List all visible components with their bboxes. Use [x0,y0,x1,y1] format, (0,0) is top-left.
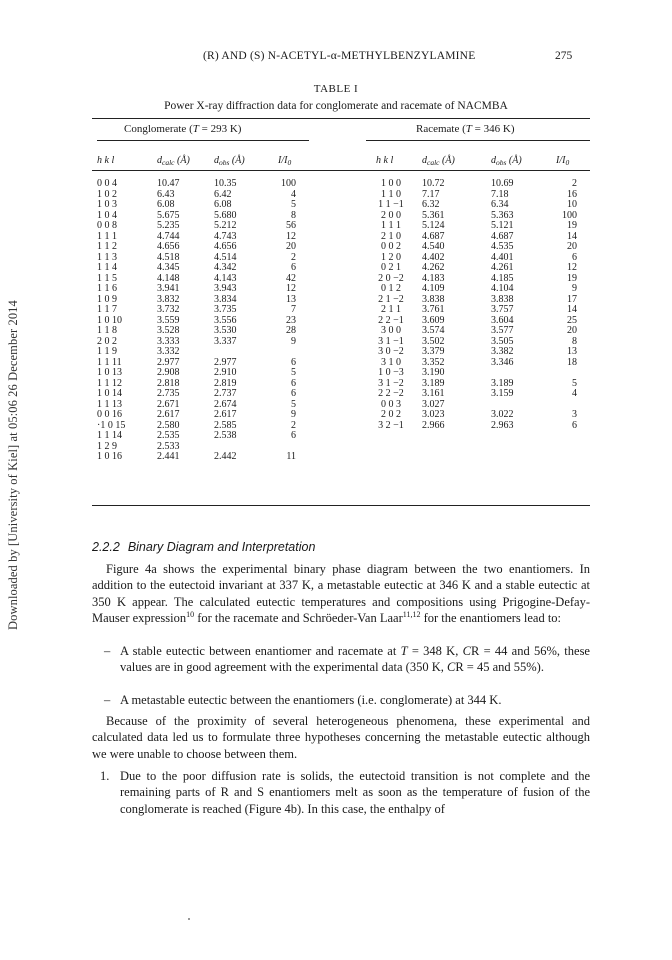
racemate-dobs-cell: 3.382 [491,346,514,357]
racemate-dobs-cell: 10.69 [491,178,514,189]
table-label: TABLE I [313,83,359,95]
conglomerate-dcalc-cell: 3.332 [157,346,180,357]
conglomerate-dcalc-cell: 4.656 [157,241,180,252]
conglomerate-dcalc-cell: 2.818 [157,377,180,389]
racemate-underline [366,140,590,141]
racemate-dcalc-cell: 10.72 [422,178,445,189]
conglomerate-hkl-cell: 1 1 1 [97,230,117,242]
conglomerate-hkl-cell: 1 1 7 [97,304,117,315]
racemate-hkl-cell: 1 1 1 [381,220,401,231]
racemate-hkl-cell: 2 1 0 [381,230,401,242]
conglomerate-hkl-cell: 1 1 8 [97,325,117,336]
racemate-dcalc-cell: 3.379 [422,346,445,357]
racemate-intensity-cell: 20 [567,241,577,252]
col-dobs-right: $d_{obs}$ (Å) [491,155,522,167]
conglomerate-dcalc-cell: 3.941 [157,283,180,294]
conglomerate-intensity-cell: 6 [291,377,296,389]
conglomerate-dobs-cell: 2.737 [214,388,237,399]
conglomerate-intensity-cell: 23 [286,314,296,326]
conglomerate-dcalc-cell: 10.47 [157,178,180,189]
racemate-dcalc-cell: 4.183 [422,272,445,284]
table-row [0,200,672,211]
racemate-dobs-cell: 3.838 [491,293,514,305]
racemate-hkl-cell: 3 1 −2 [378,377,404,389]
running-head: (R) AND (S) N-ACETYL-α-METHYLBENZYLAMINE [203,50,476,62]
conglomerate-dcalc-cell: 6.08 [157,199,175,210]
racemate-dobs-cell: 3.757 [491,304,514,315]
racemate-intensity-cell: 12 [567,262,577,273]
table-row [0,221,672,232]
page-number: 275 [555,50,573,62]
conglomerate-dcalc-cell: 2.617 [157,409,180,420]
print-speck [188,918,190,920]
conglomerate-dcalc-cell: 2.977 [157,356,180,368]
racemate-dobs-cell: 3.159 [491,388,514,399]
col-intensity-left: $I/I_0$ [278,155,292,167]
conglomerate-hkl-cell: 1 1 4 [97,262,117,273]
conglomerate-intensity-cell: 8 [291,209,296,221]
racemate-dobs-cell: 3.604 [491,314,514,326]
conglomerate-dobs-cell: 4.143 [214,272,237,284]
racemate-dcalc-cell: 3.502 [422,335,445,347]
racemate-intensity-cell: 5 [572,377,577,389]
conglomerate-dobs-cell: 5.680 [214,209,237,221]
conglomerate-hkl-cell: 0 0 4 [97,178,117,189]
racemate-dobs-cell: 3.189 [491,377,514,389]
conglomerate-intensity-cell: 42 [286,272,296,284]
racemate-intensity-cell: 8 [572,335,577,347]
conglomerate-underline [97,140,309,141]
racemate-intensity-cell: 14 [567,304,577,315]
conglomerate-hkl-cell: 1 1 14 [97,430,122,441]
conglomerate-dobs-cell: 4.743 [214,230,237,242]
conglomerate-dobs-cell: 3.530 [214,325,237,336]
table-row [0,410,672,421]
racemate-hkl-cell: 2 1 −2 [378,293,404,305]
racemate-dcalc-cell: 3.609 [422,314,445,326]
conglomerate-intensity-cell: 56 [286,220,296,231]
racemate-dobs-cell: 3.022 [491,409,514,420]
table-row [0,389,672,400]
racemate-hkl-cell: 3 1 −1 [378,335,404,347]
conglomerate-intensity-cell: 6 [291,262,296,273]
racemate-intensity-cell: 6 [572,251,577,263]
paragraph-1: Figure 4a shows the experimental binary phase diagram between the two enantiomers. In addition to the eutectoid invariant at 337 K, a metastable eutectic at 346 K and a stable eutectic at 350 K appear. The calculated eutectic temperatures and compositions using Prigogine-Defay-Mauser expression$^{10}$ for the racemate and Schröeder-Van Laar$^{11,12}$ for the enantiomers lead to: [92,562,590,625]
conglomerate-dcalc-cell: 5.675 [157,209,180,221]
racemate-hkl-cell: 2 0 2 [381,409,401,420]
conglomerate-group-header: Conglomerate (T = 293 K) [124,123,242,135]
conglomerate-hkl-cell: 1 0 9 [97,293,117,305]
conglomerate-hkl-cell: 1 1 2 [97,241,117,252]
conglomerate-intensity-cell: 5 [291,367,296,378]
conglomerate-hkl-cell: 1 1 12 [97,377,122,389]
conglomerate-dcalc-cell: 3.528 [157,325,180,336]
conglomerate-hkl-cell: 1 0 4 [97,209,117,221]
racemate-intensity-cell: 2 [572,178,577,189]
download-watermark: Downloaded by [University of Kiel] at 05:06 26 December 2014 [6,300,20,630]
racemate-hkl-cell: 1 0 −3 [378,367,404,378]
racemate-intensity-cell: 6 [572,419,577,431]
conglomerate-hkl-cell: 1 0 13 [97,367,122,378]
table-top-rule [92,118,590,119]
conglomerate-intensity-cell: 5 [291,199,296,210]
table-row [0,263,672,274]
conglomerate-hkl-cell: 1 1 6 [97,283,117,294]
table-row [0,284,672,295]
conglomerate-dcalc-cell: 4.345 [157,262,180,273]
table-row [0,452,672,463]
col-dcalc-left: $d_{calc}$ (Å) [157,155,190,167]
conglomerate-intensity-cell: 9 [291,335,296,347]
racemate-hkl-cell: 3 1 0 [381,356,401,368]
conglomerate-intensity-cell: 6 [291,356,296,368]
racemate-hkl-cell: 1 1 −1 [378,199,404,210]
conglomerate-hkl-cell: 1 0 16 [97,451,122,462]
conglomerate-hkl-cell: 1 2 9 [97,440,117,452]
racemate-hkl-cell: 2 0 0 [381,209,401,221]
racemate-dobs-cell: 4.687 [491,230,514,242]
table-row [0,305,672,316]
conglomerate-dcalc-cell: 2.908 [157,367,180,378]
conglomerate-dcalc-cell: 2.735 [157,388,180,399]
racemate-dcalc-cell: 4.262 [422,262,445,273]
col-intensity-right: $I/I_0$ [556,155,570,167]
racemate-dcalc-cell: 3.023 [422,409,445,420]
conglomerate-hkl-cell: 0 0 16 [97,409,122,420]
conglomerate-dobs-cell: 2.819 [214,377,237,389]
racemate-hkl-cell: 1 1 0 [381,188,401,200]
conglomerate-hkl-cell: ·1 0 15 [97,419,126,431]
conglomerate-dcalc-cell: 2.441 [157,451,180,462]
conglomerate-dcalc-cell: 4.518 [157,251,180,263]
table-row [0,242,672,253]
racemate-hkl-cell: 2 2 −2 [378,388,404,399]
conglomerate-intensity-cell: 12 [286,230,296,242]
conglomerate-intensity-cell: 5 [291,398,296,410]
racemate-dcalc-cell: 7.17 [422,188,440,200]
table-row [0,326,672,337]
racemate-dobs-cell: 3.346 [491,356,514,368]
conglomerate-dcalc-cell: 3.732 [157,304,180,315]
conglomerate-dcalc-cell: 2.533 [157,440,180,452]
racemate-dcalc-cell: 3.161 [422,388,445,399]
racemate-hkl-cell: 3 0 0 [381,325,401,336]
numbered-item-1: 1. Due to the poor diffusion rate is solids, the eutectoid transition is not complete and the remaining parts of R and S enantiomers melt as soon as the temperature of fusion of the conglomerate is reached (Figure 4b). In this case, the enthalpy of [100,769,590,816]
racemate-hkl-cell: 0 0 2 [381,241,401,252]
racemate-dcalc-cell: 3.761 [422,304,445,315]
racemate-dcalc-cell: 5.124 [422,220,445,231]
conglomerate-dcalc-cell: 4.148 [157,272,180,284]
conglomerate-hkl-cell: 1 0 2 [97,188,117,200]
col-hkl-left: h k l [97,155,115,166]
col-dobs-left: $d_{obs}$ (Å) [214,155,245,167]
bullet-item-2: – A metastable eutectic between the enantiomers (i.e. conglomerate) at 344 K. [104,693,502,707]
racemate-hkl-cell: 3 0 −2 [378,346,404,357]
racemate-intensity-cell: 10 [567,199,577,210]
bullet-item-1: – A stable eutectic between enantiomer and racemate at T = 348 K, CR = 44 and 56%, these values are in good agreement with the experimental data (350 K, CR = 45 and 55%). [104,644,590,675]
table-bottom-rule [92,505,590,506]
conglomerate-dobs-cell: 4.656 [214,241,237,252]
racemate-dobs-cell: 2.963 [491,419,514,431]
conglomerate-dobs-cell: 4.342 [214,262,237,273]
conglomerate-hkl-cell: 1 1 3 [97,251,117,263]
racemate-dobs-cell: 6.34 [491,199,509,210]
racemate-intensity-cell: 19 [567,220,577,231]
racemate-dobs-cell: 5.121 [491,220,514,231]
section-heading: 2.2.2 Binary Diagram and Interpretation [92,540,316,554]
conglomerate-dobs-cell: 6.08 [214,199,232,210]
racemate-dcalc-cell: 3.027 [422,398,445,410]
racemate-dcalc-cell: 3.190 [422,367,445,378]
conglomerate-hkl-cell: 1 1 9 [97,346,117,357]
table-body [0,179,672,463]
table-row [0,368,672,379]
racemate-group-header: Racemate (T = 346 K) [416,123,515,135]
racemate-hkl-cell: 1 2 0 [381,251,401,263]
conglomerate-intensity-cell: 9 [291,409,296,420]
conglomerate-dobs-cell: 3.834 [214,293,237,305]
racemate-dobs-cell: 7.18 [491,188,509,200]
racemate-dcalc-cell: 3.352 [422,356,445,368]
racemate-dcalc-cell: 2.966 [422,419,445,431]
conglomerate-intensity-cell: 6 [291,430,296,441]
conglomerate-intensity-cell: 2 [291,419,296,431]
racemate-dcalc-cell: 4.687 [422,230,445,242]
conglomerate-dobs-cell: 6.42 [214,188,232,200]
racemate-dcalc-cell: 3.574 [422,325,445,336]
conglomerate-intensity-cell: 4 [291,188,296,200]
racemate-intensity-cell: 13 [567,346,577,357]
conglomerate-dobs-cell: 2.674 [214,398,237,410]
racemate-intensity-cell: 25 [567,314,577,326]
conglomerate-intensity-cell: 6 [291,388,296,399]
racemate-intensity-cell: 4 [572,388,577,399]
conglomerate-intensity-cell: 28 [286,325,296,336]
conglomerate-hkl-cell: 1 1 13 [97,398,122,410]
conglomerate-dcalc-cell: 3.333 [157,335,180,347]
conglomerate-hkl-cell: 0 0 8 [97,220,117,231]
conglomerate-hkl-cell: 1 1 5 [97,272,117,284]
conglomerate-intensity-cell: 13 [286,293,296,305]
racemate-intensity-cell: 16 [567,188,577,200]
conglomerate-intensity-cell: 7 [291,304,296,315]
racemate-dobs-cell: 4.261 [491,262,514,273]
racemate-dobs-cell: 5.363 [491,209,514,221]
conglomerate-dobs-cell: 2.585 [214,419,237,431]
racemate-intensity-cell: 3 [572,409,577,420]
racemate-intensity-cell: 20 [567,325,577,336]
col-dcalc-right: $d_{calc}$ (Å) [422,155,455,167]
racemate-intensity-cell: 18 [567,356,577,368]
racemate-dobs-cell: 4.401 [491,251,514,263]
racemate-dcalc-cell: 4.402 [422,251,445,263]
table-row [0,431,672,442]
conglomerate-dobs-cell: 2.617 [214,409,237,420]
table-row [0,347,672,358]
conglomerate-dcalc-cell: 3.832 [157,293,180,305]
racemate-intensity-cell: 17 [567,293,577,305]
racemate-hkl-cell: 2 1 1 [381,304,401,315]
conglomerate-dcalc-cell: 3.559 [157,314,180,326]
racemate-dcalc-cell: 3.189 [422,377,445,389]
racemate-dobs-cell: 4.535 [491,241,514,252]
racemate-intensity-cell: 14 [567,230,577,242]
racemate-dobs-cell: 3.577 [491,325,514,336]
conglomerate-dobs-cell: 4.514 [214,251,237,263]
racemate-dcalc-cell: 6.32 [422,199,440,210]
conglomerate-dobs-cell: 2.977 [214,356,237,368]
conglomerate-intensity-cell: 12 [286,283,296,294]
conglomerate-dobs-cell: 5.212 [214,220,237,231]
racemate-dobs-cell: 3.505 [491,335,514,347]
racemate-intensity-cell: 19 [567,272,577,284]
racemate-dobs-cell: 4.104 [491,283,514,294]
conglomerate-intensity-cell: 2 [291,251,296,263]
conglomerate-intensity-cell: 11 [286,451,296,462]
conglomerate-hkl-cell: 1 0 14 [97,388,122,399]
paragraph-2: Because of the proximity of several heterogeneous phenomena, these experimental and calculated data led us to formulate three hypotheses concerning the metastable eutectic although we were unable to choose between them. [92,714,590,761]
racemate-dcalc-cell: 5.361 [422,209,445,221]
conglomerate-dobs-cell: 2.442 [214,451,237,462]
conglomerate-hkl-cell: 1 0 10 [97,314,122,326]
racemate-hkl-cell: 0 1 2 [381,283,401,294]
conglomerate-dobs-cell: 2.910 [214,367,237,378]
conglomerate-dobs-cell: 2.538 [214,430,237,441]
racemate-hkl-cell: 1 0 0 [381,178,401,189]
table-header-rule [92,170,590,171]
conglomerate-dcalc-cell: 2.535 [157,430,180,441]
racemate-intensity-cell: 9 [572,283,577,294]
conglomerate-dcalc-cell: 2.580 [157,419,180,431]
conglomerate-dobs-cell: 3.556 [214,314,237,326]
table-row [0,179,672,190]
conglomerate-dobs-cell: 3.943 [214,283,237,294]
racemate-hkl-cell: 3 2 −1 [378,419,404,431]
conglomerate-dobs-cell: 3.337 [214,335,237,347]
conglomerate-hkl-cell: 2 0 2 [97,335,117,347]
conglomerate-hkl-cell: 1 0 3 [97,199,117,210]
conglomerate-dcalc-cell: 5.235 [157,220,180,231]
conglomerate-hkl-cell: 1 1 11 [97,356,122,368]
conglomerate-dobs-cell: 10.35 [214,178,237,189]
conglomerate-dcalc-cell: 4.744 [157,230,180,242]
conglomerate-dcalc-cell: 6.43 [157,188,175,200]
racemate-dcalc-cell: 4.540 [422,241,445,252]
conglomerate-intensity-cell: 20 [286,241,296,252]
racemate-hkl-cell: 0 2 1 [381,262,401,273]
racemate-dobs-cell: 4.185 [491,272,514,284]
racemate-hkl-cell: 2 2 −1 [378,314,404,326]
conglomerate-dobs-cell: 3.735 [214,304,237,315]
racemate-hkl-cell: 2 0 −2 [378,272,404,284]
col-hkl-right: h k l [376,155,394,166]
conglomerate-dcalc-cell: 2.671 [157,398,180,410]
racemate-dcalc-cell: 4.109 [422,283,445,294]
conglomerate-intensity-cell: 100 [281,178,296,189]
racemate-dcalc-cell: 3.838 [422,293,445,305]
table-caption: Power X-ray diffraction data for conglomerate and racemate of NACMBA [164,100,508,112]
racemate-hkl-cell: 0 0 3 [381,398,401,410]
racemate-intensity-cell: 100 [562,209,577,221]
